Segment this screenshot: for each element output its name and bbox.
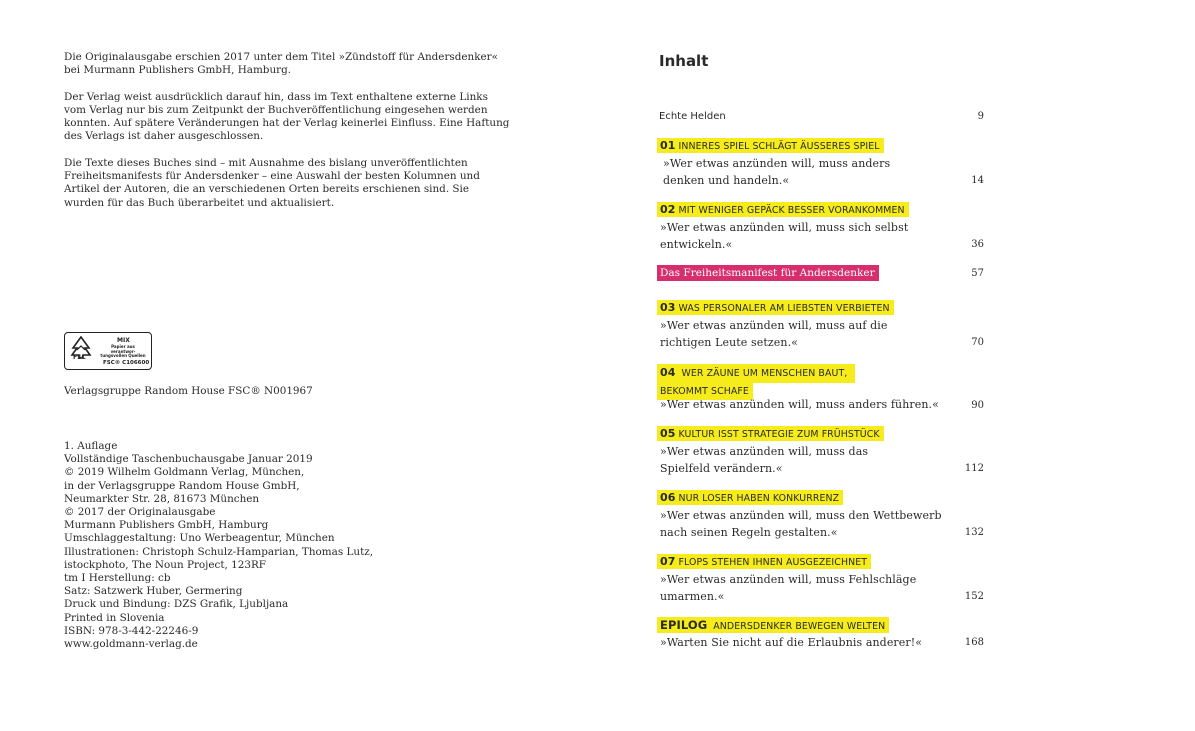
toc-page-number: 152: [964, 591, 984, 602]
fsc-mix: MIX: [117, 337, 130, 344]
toc-page-number: 112: [964, 463, 984, 474]
toc-page-number: 36: [971, 239, 984, 250]
toc-entry-label: Echte Helden: [659, 111, 726, 122]
toc-entry-03[interactable]: [657, 300, 987, 352]
toc-entry-02[interactable]: [657, 202, 987, 254]
chapter-quote: »Wer etwas anzünden will, muss anders führen.«: [660, 398, 939, 411]
toc-page-number: 168: [964, 637, 984, 648]
fsc-mix-badge: [64, 332, 152, 370]
toc-page-number: 70: [971, 337, 984, 348]
chapter-quote: »Wer etwas anzünden will, muss anders denken und handeln.«: [663, 157, 891, 187]
chapter-heading: 01 INNERES SPIEL SCHLÄGT ÄUSSERES SPIEL: [657, 138, 884, 153]
chapter-quote: »Wer etwas anzünden will, muss das Spielfeld verändern.«: [660, 445, 869, 475]
chapter-quote: »Wer etwas anzünden will, muss auf die richtigen Leute setzen.«: [660, 319, 888, 349]
chapter-quote: »Wer etwas anzünden will, muss sich selbst entwickeln.«: [660, 221, 909, 251]
chapter-heading: 06 NUR LOSER HABEN KONKURRENZ: [657, 490, 843, 505]
manifest-heading: Das Freiheitsmanifest für Andersdenker: [657, 265, 879, 281]
chapter-quote: »Wer etwas anzünden will, muss den Wettbewerb nach seinen Regeln gestalten.«: [660, 509, 942, 539]
chapter-heading: 04 WER ZÄUNE UM MENSCHEN BAUT, BEKOMMT SCHAFE: [657, 364, 855, 400]
chapter-heading: 02 MIT WENIGER GEPÄCK BESSER VORANKOMMEN: [657, 202, 909, 217]
chapter-quote: »Wer etwas anzünden will, muss Fehlschläge umarmen.«: [660, 573, 917, 603]
fsc-tree-logo: [70, 336, 92, 366]
toc-entry-07[interactable]: [657, 554, 987, 606]
chapter-heading: 05 KULTUR ISST STRATEGIE ZUM FRÜHSTÜCK: [657, 426, 884, 441]
toc-entry-intro[interactable]: [657, 111, 987, 125]
toc-page-number: 14: [971, 175, 984, 186]
verlagsgruppe-line: Verlagsgruppe Random House FSC® N001967: [64, 385, 313, 397]
fsc-sub: Papier aus verantwor- tungsvollen Quellen: [100, 344, 146, 359]
toc-entry-05[interactable]: [657, 426, 987, 478]
epilog-quote: »Warten Sie nicht auf die Erlaubnis anderer!«: [660, 636, 923, 649]
paragraph-links-disclaimer: Der Verlag weist ausdrücklich darauf hin, dass im Text enthaltene externe Links vom Verlag nur bis zum Zeitpunkt der Buchveröffentlichung eingesehen werden konnten. Auf spätere Veränderungen hat der Verlag keinerlei Einfluss. Eine Haftung des Verlags ist daher ausgeschlossen.: [64, 90, 510, 143]
toc-entry-04[interactable]: [657, 364, 987, 414]
toc-entry-01[interactable]: [657, 138, 987, 190]
paragraph-original-edition: Die Originalausgabe erschien 2017 unter dem Titel »Zündstoff für Andersdenker« bei Murmann Publishers GmbH, Hamburg.: [64, 51, 499, 77]
toc-entry-epilog[interactable]: [657, 617, 987, 653]
chapter-heading: 03 WAS PERSONALER AM LIEBSTEN VERBIETEN: [657, 300, 894, 315]
fsc-label: FSC: [73, 354, 86, 361]
fsc-code: FSC® C106600: [103, 360, 150, 366]
imprint-block: 1. Auflage Vollständige Taschenbuchausgabe Januar 2019 © 2019 Wilhelm Goldmann Verlag, München, in der Verlagsgruppe Random House GmbH, Neumarkter Str. 28, 81673 München © 2017 der Originalausgabe Murmann Publishers GmbH, Hamburg Umschlaggestaltung: Uno Werbeagentur, München Illustrationen: Christoph Schulz-Hamparian, Thomas Lutz, istockphoto, The Noun Project, 123RF tm I Herstellung: cb Satz: Satzwerk Huber, Germering Druck und Bindung: DZS Grafik, Ljubljana Printed in Slovenia ISBN: 978-3-442-22246-9 www.goldmann-verlag.de: [64, 440, 374, 651]
epilog-heading: EPILOG ANDERSDENKER BEWEGEN WELTEN: [657, 617, 889, 633]
paragraph-texts-origin: Die Texte dieses Buches sind – mit Ausnahme des bislang unveröffentlichten Freiheitsmanifests für Andersdenker – eine Auswahl der besten Kolumnen und Artikel der Autoren, die an verschiedenen Orten bereits erschienen sind. Sie wurden für das Buch überarbeitet und aktualisiert.: [64, 156, 480, 209]
imprint-notes: [64, 51, 510, 223]
toc-page-number: 132: [964, 527, 984, 538]
toc-page-number: 57: [971, 268, 984, 279]
toc-page-number: 90: [971, 400, 984, 411]
toc-title: Inhalt: [659, 52, 709, 70]
toc-entry-06[interactable]: [657, 490, 987, 542]
toc-page-number: 9: [977, 111, 984, 122]
chapter-heading: 07 FLOPS STEHEN IHNEN AUSGEZEICHNET: [657, 554, 871, 569]
